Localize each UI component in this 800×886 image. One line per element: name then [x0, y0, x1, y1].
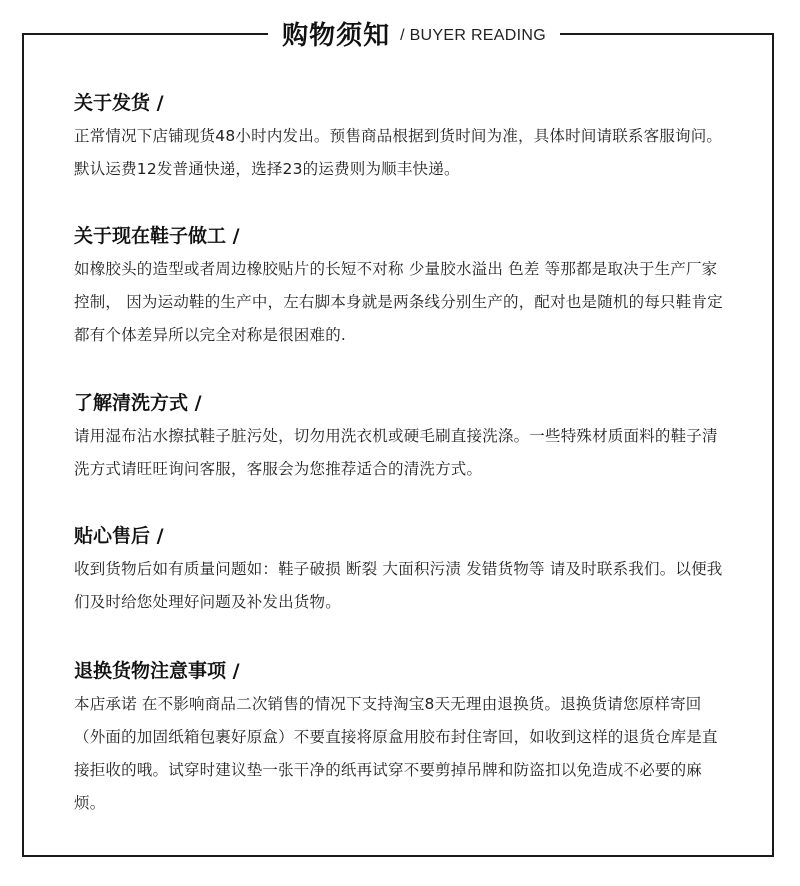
section-title: 关于发货 /	[74, 92, 164, 114]
section-body: 正常情况下店铺现货48小时内发出。预售商品根据到货时间为准，具体时间请联系客服询问。默认运费12发普通快递，选择23的运费则为顺丰快递。	[74, 127, 723, 178]
section-workmanship	[74, 221, 726, 352]
section-returns	[74, 656, 726, 820]
page-subtitle: / BUYER READING	[400, 27, 546, 44]
section-title: 关于现在鞋子做工 /	[74, 225, 240, 247]
section-title: 贴心售后 /	[74, 525, 164, 547]
section-after-sales	[74, 521, 726, 619]
section-title: 了解清洗方式 /	[74, 392, 202, 414]
section-body: 请用湿布沾水擦拭鞋子脏污处，切勿用洗衣机或硬毛刷直接洗涤。一些特殊材质面料的鞋子清洗方式请旺旺询问客服，客服会为您推荐适合的清洗方式。	[74, 427, 718, 478]
section-body: 收到货物后如有质量问题如：鞋子破损 断裂 大面积污渍 发错货物等 请及时联系我们。以便我们及时给您处理好问题及补发出货物。	[74, 560, 723, 611]
section-body: 如橡胶头的造型或者周边橡胶贴片的长短不对称 少量胶水溢出 色差 等那都是取决于生产厂家控制， 因为运动鞋的生产中，左右脚本身就是两条线分别生产的，配对也是随机的每只鞋肯定都有个体差异所以完全对称是很困难的.	[74, 260, 723, 344]
section-body: 本店承诺 在不影响商品二次销售的情况下支持淘宝8天无理由退换货。退换货请您原样寄回（外面的加固纸箱包裹好原盒）不要直接将原盒用胶布封住寄回，如收到这样的退货仓库是直接拒收的哦。试穿时建议垫一张干净的纸再试穿不要剪掉吊牌和防盗扣以免造成不必要的麻烦。	[74, 695, 718, 812]
page-header	[268, 8, 560, 58]
section-cleaning	[74, 388, 726, 486]
page-title: 购物须知	[282, 20, 391, 51]
section-title: 退换货物注意事项 /	[74, 660, 240, 682]
section-shipping	[74, 88, 726, 186]
